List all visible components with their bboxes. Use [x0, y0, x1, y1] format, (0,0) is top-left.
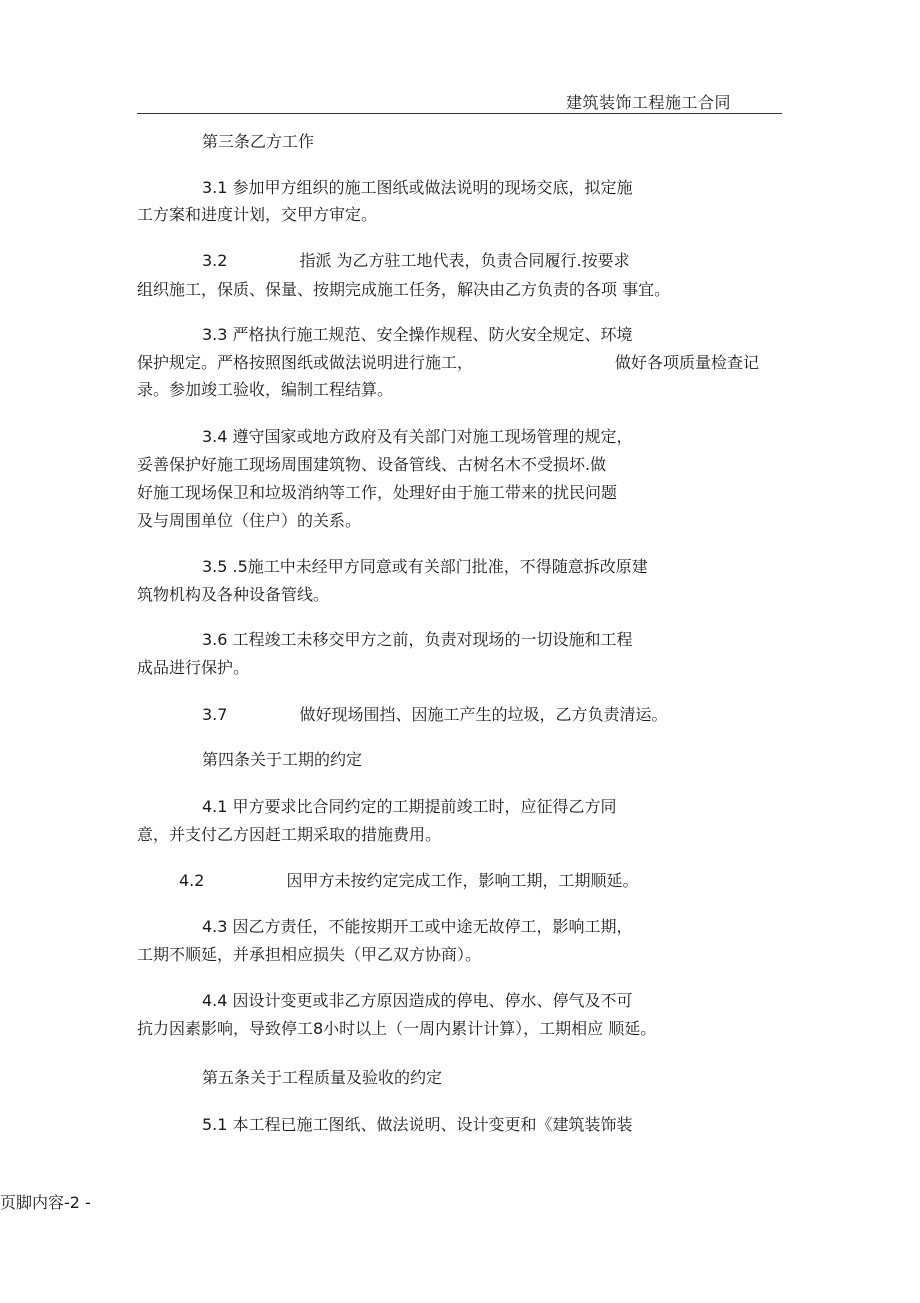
clause-3-6-line-1: 3.6 工程竣工未移交甲方之前，负责对现场的一切设施和工程 [202, 630, 633, 649]
clause-3-4-line-3: 好施工现场保卫和垃圾消纳等工作，处理好由于施工带来的扰民问题 [137, 483, 618, 502]
clause-3-1-line-1: 3.1 参加甲方组织的施工图纸或做法说明的现场交底，拟定施 [202, 178, 633, 197]
clause-3-3-line-1: 3.3 严格执行施工规范、安全操作规程、防火安全规定、环境 [202, 325, 633, 344]
clause-3-6-line-2: 成品进行保护。 [137, 658, 250, 677]
clause-4-1-line-1: 4.1 甲方要求比合同约定的工期提前竣工时，应征得乙方同 [202, 797, 617, 816]
clause-3-5-line-1: 3.5 .5施工中未经甲方同意或有关部门批准，不得随意拆改原建 [202, 557, 648, 576]
clause-3-4-line-2: 妥善保护好施工现场周围建筑物、设备管线、古树名木不受损坏.做 [137, 455, 607, 474]
clause-4-2-text: 因甲方未按约定完成工作，影响工期，工期顺延。 [286, 871, 639, 890]
clause-4-2-number: 4.2 [179, 871, 205, 890]
header-divider [137, 113, 782, 114]
clause-3-2-number: 3.2 [202, 251, 228, 270]
clause-3-5-line-2: 筑物机构及各种设备管线。 [137, 585, 330, 604]
clause-4-1-line-2: 意，并支付乙方因赶工期采取的措施费用。 [137, 825, 442, 844]
clause-3-7-text: 做好现场围挡、因施工产生的垃圾，乙方负责清运。 [299, 705, 668, 724]
clause-3-7 [202, 705, 667, 725]
clause-4-3-line-1: 4.3 因乙方责任，不能按期开工或中途无故停工，影响工期， [202, 917, 633, 936]
clause-3-7-number: 3.7 [202, 705, 228, 724]
clause-3-2-text: 指派 为乙方驻工地代表，负责合同履行.按要求 [299, 251, 630, 270]
clause-3-2-line-2: 组织施工，保质、保量、按期完成施工任务，解决由乙方负责的各项 事宜。 [137, 280, 671, 299]
header-title: 建筑装饰工程施工合同 [566, 93, 732, 112]
clause-3-3-line-3: 录。参加竣工验收，编制工程结算。 [137, 380, 394, 399]
clause-4-4-line-2: 抗力因素影响，导致停工8小时以上（一周内累计计算），工期相应 顺延。 [137, 1019, 657, 1038]
clause-5-1-line-1: 5.1 本工程已施工图纸、做法说明、设计变更和《建筑装饰装 [202, 1115, 633, 1134]
clause-4-4-line-1: 4.4 因设计变更或非乙方原因造成的停电、停水、停气及不可 [202, 991, 633, 1010]
clause-3-2-line-1 [202, 251, 630, 271]
clause-4-2 [179, 871, 638, 891]
clause-3-3-line-2b: 做好各项质量检查记 [615, 353, 760, 372]
clause-3-4-line-4: 及与周围单位（住户）的关系。 [137, 511, 362, 530]
article-5-title: 第五条关于工程质量及验收的约定 [202, 1068, 443, 1087]
clause-3-4-line-1: 3.4 遵守国家或地方政府及有关部门对施工现场管理的规定， [202, 427, 633, 446]
clause-3-1-line-2: 工方案和进度计划，交甲方审定。 [137, 205, 378, 224]
page-footer: 页脚内容-2 - [0, 1193, 91, 1212]
clause-4-3-line-2: 工期不顺延，并承担相应损失（甲乙双方协商）。 [137, 945, 482, 964]
clause-3-3-line-2a: 保护规定。严格按照图纸或做法说明进行施工， [137, 353, 474, 372]
article-3-title: 第三条乙方工作 [202, 132, 315, 151]
article-4-title: 第四条关于工期的约定 [202, 750, 363, 769]
